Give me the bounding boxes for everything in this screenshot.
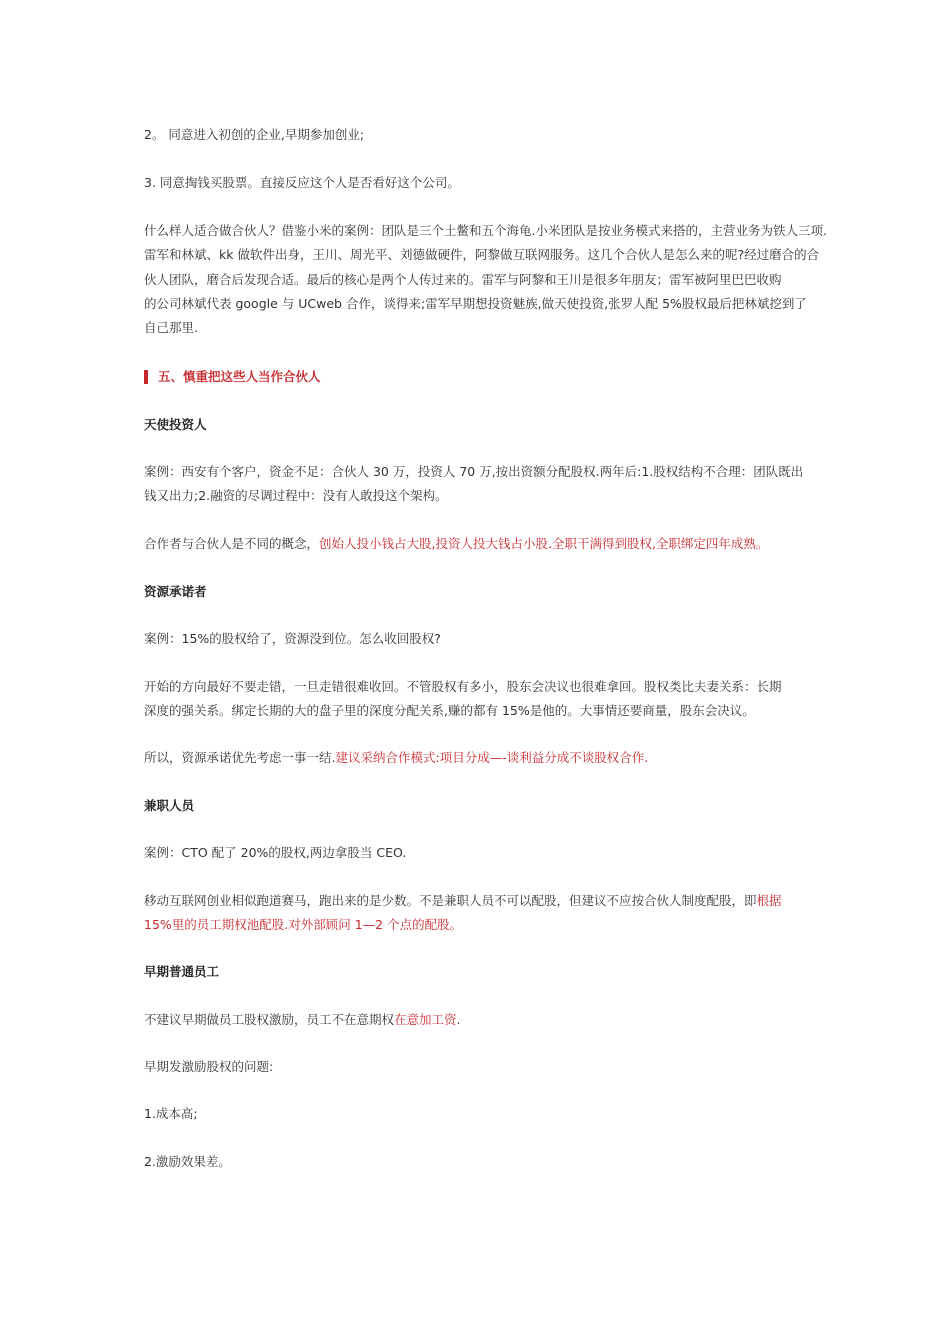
heading-early-employee: 早期普通员工 [144,964,220,979]
parttime-case: 案例：CTO 配了 20%的股权,两边拿股当 CEO. [144,845,407,860]
xiaomi-line-3: 伙人团队，磨合后发现合适。最后的核心是两个人传过来的。雷军与阿黎和王川是很多年朋友；雷军被阿里巴巴收购 [144,272,782,287]
parttime-text-line-1 [144,891,782,911]
xiaomi-line-1: 什么样人适合做合伙人？借鉴小米的案例：团队是三个土鳖和五个海龟.小米团队是按业务模式来搭的，主营业务为铁人三项. [144,223,827,238]
heading-part-time: 兼职人员 [144,798,195,813]
resource-advice-text: 所以，资源承诺优先考虑一事一结. [144,750,336,765]
employee-problems-intro: 早期发激励股权的问题: [144,1059,274,1074]
xiaomi-line-5: 自己那里. [144,320,198,335]
parttime-highlight-line-2: 15%里的员工期权池配股.对外部顾问 1—2 个点的配股。 [144,917,463,932]
parttime-text: 移动互联网创业相似跑道赛马，跑出来的是少数。不是兼职人员不可以配股，但建议不应按合伙人制度配股，即 [144,893,757,908]
paragraph-point-2: 2。 同意进入初创的企业,早期参加创业; [144,127,365,142]
section-5-title [144,367,321,387]
angel-concept-paragraph [144,534,768,554]
angel-case-line-2: 钱又出力;2.融资的尽调过程中：没有人敢投这个架构。 [144,488,448,503]
resource-text-line-2: 深度的强关系。绑定长期的大的盘子里的深度分配关系,赚的都有 15%是他的。大事情还要商量，股东会决议。 [144,703,755,718]
resource-text-line-1: 开始的方向最好不要走错，一旦走错很难收回。不管股权有多小，股东会决议也很难拿回。股权类比夫妻关系：长期 [144,679,782,694]
resource-advice-highlight: 建议采纳合作模式:项目分成—-谈利益分成不谈股权合作. [335,750,649,765]
angel-concept-highlight: 创始人投小钱占大股,投资人投大钱占小股.全职干满得到股权,全职绑定四年成熟。 [319,536,769,551]
resource-case: 案例：15%的股权给了，资源没到位。怎么收回股权? [144,631,441,646]
section-5-title-text: 五、慎重把这些人当作合伙人 [158,369,321,384]
angel-case-line-1: 案例：西安有个客户，资金不足：合伙人 30 万，投资人 70 万,按出资额分配股权.两年后:1.股权结构不合理：团队既出 [144,464,804,479]
employee-problem-1: 1.成本高; [144,1106,198,1121]
employee-highlight: 在意加工资 [394,1012,457,1027]
section-marker-bar [144,370,148,384]
employee-text-paragraph [144,1010,461,1030]
heading-angel-investor: 天使投资人 [144,417,207,432]
heading-resource-provider: 资源承诺者 [144,584,207,599]
resource-advice-paragraph [144,748,648,768]
parttime-highlight-start: 根据 [756,893,782,908]
employee-text: 不建议早期做员工股权激励，员工不在意期权 [144,1012,395,1027]
paragraph-point-3: 3. 同意掏钱买股票。直接反应这个人是否看好这个公司。 [144,175,460,190]
employee-problem-2: 2.激励效果差。 [144,1154,231,1169]
xiaomi-line-4: 的公司林斌代表 google 与 UCweb 合作，谈得来;雷军早期想投资魅族,做天使投资,张罗人配 5%股权最后把林斌挖到了 [144,296,807,311]
angel-concept-text: 合作者与合伙人是不同的概念， [144,536,320,551]
xiaomi-line-2: 雷军和林斌、kk 做软件出身，王川、周光平、刘德做硬件，阿黎做互联网服务。这几个合伙人是怎么来的呢?经过磨合的合 [144,247,820,262]
employee-text-end: . [456,1012,461,1027]
